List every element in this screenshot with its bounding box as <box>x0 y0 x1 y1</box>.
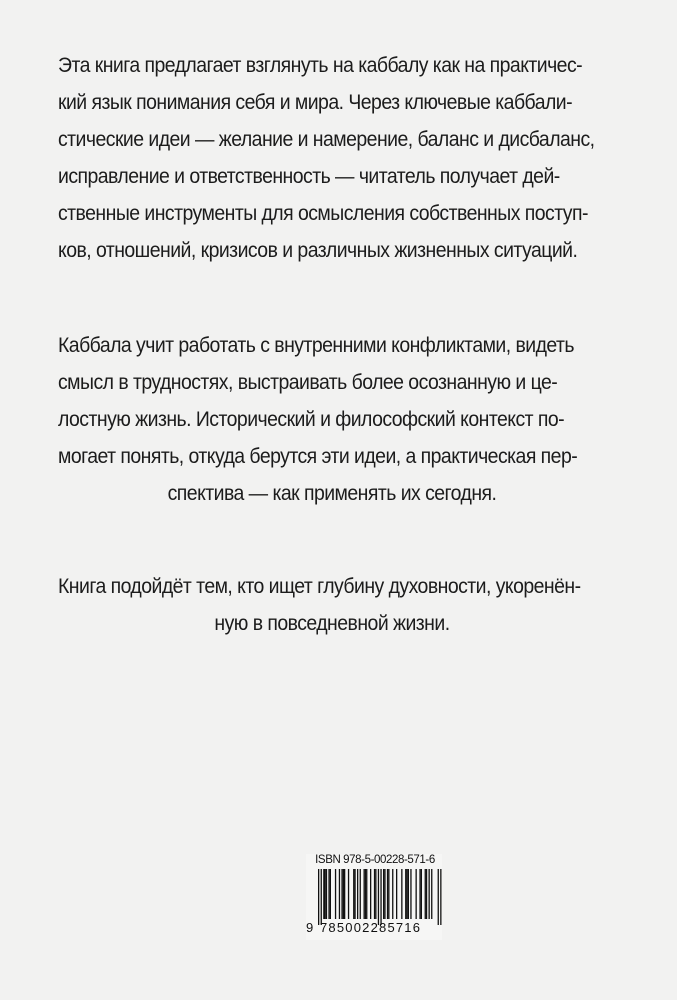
barcode-bar <box>388 869 389 919</box>
barcode-bar <box>392 869 393 919</box>
barcode-bar <box>419 869 420 919</box>
barcode-bar <box>365 869 366 919</box>
barcode-guard-bar <box>321 869 322 925</box>
paragraph-line: Эта книга предлагает взглянуть на каббалу как на практичес- <box>58 53 583 77</box>
description-paragraph-2 <box>58 327 606 512</box>
description-paragraph-3 <box>58 568 606 642</box>
barcode-bars <box>306 869 442 927</box>
barcode-guard-bar <box>438 869 439 925</box>
barcode-bar <box>326 869 327 919</box>
barcode-bar <box>353 869 354 919</box>
barcode-bar <box>339 869 340 919</box>
barcode-bar <box>405 869 406 919</box>
barcode-bar <box>348 869 349 919</box>
barcode-guard-bar <box>318 869 319 925</box>
barcode-bar <box>328 869 329 919</box>
ean-first-digit: 9 <box>306 920 314 935</box>
barcode-bar <box>343 869 344 919</box>
barcode-bar <box>383 869 384 919</box>
barcode-guard-bar <box>378 869 379 925</box>
barcode-bar <box>429 869 430 919</box>
barcode-bar <box>416 869 417 919</box>
barcode-bar <box>387 869 388 919</box>
barcode-bar <box>330 869 331 919</box>
barcode-bar <box>323 869 324 919</box>
barcode-bar <box>360 869 361 919</box>
paragraph-line: исправление и ответственность — читатель получает дей- <box>58 164 560 188</box>
paragraph-line: лостную жизнь. Исторический и философский контекст по- <box>58 407 565 431</box>
paragraph-line: ственные инструменты для осмысления собственных поступ- <box>58 201 588 225</box>
description-paragraph-1 <box>58 47 606 269</box>
ean-digits: 785002285716 <box>320 920 422 935</box>
barcode-bar <box>396 869 397 919</box>
barcode-bar <box>375 869 376 919</box>
barcode-bar <box>364 869 365 919</box>
isbn-label: ISBN 978-5-00228-571-6 <box>315 854 435 866</box>
isbn-barcode <box>306 854 442 940</box>
barcode-bar <box>335 869 336 919</box>
barcode-bar <box>344 869 345 919</box>
paragraph-line: стические идеи — желание и намерение, баланс и дисбаланс, <box>58 127 595 151</box>
barcode-guard-bar <box>440 869 441 925</box>
barcode-bar <box>357 869 358 919</box>
barcode-bar <box>426 869 427 919</box>
paragraph-line: спектива — как применять их сегодня. <box>167 481 497 505</box>
paragraph-line: Книга подойдёт тем, кто ищет глубину духовности, укоренён- <box>58 574 581 598</box>
barcode-bar <box>421 869 422 919</box>
barcode-bar <box>425 869 426 919</box>
barcode-bar <box>384 869 385 919</box>
barcode-bar <box>325 869 326 919</box>
paragraph-line: кий язык понимания себя и мира. Через ключевые каббали- <box>58 90 573 114</box>
paragraph-line: Каббала учит работать с внутренними конфликтами, видеть <box>58 333 575 357</box>
paragraph-line: могает понять, откуда берутся эти идеи, а практическая пер- <box>58 444 578 468</box>
paragraph-line: смысл в трудностях, выстраивать более осознанную и це- <box>58 370 558 394</box>
barcode-bar <box>410 869 411 919</box>
barcode-guard-bar <box>380 869 381 925</box>
barcode-bar <box>406 869 407 919</box>
barcode-bar <box>408 869 409 919</box>
barcode-bar <box>354 869 355 919</box>
barcode-bar <box>341 869 342 919</box>
paragraph-line: ков, отношений, кризисов и различных жизненных ситуаций. <box>58 238 578 262</box>
barcode-bar <box>366 869 367 919</box>
barcode-bar <box>374 869 375 919</box>
paragraph-line: ную в повседневной жизни. <box>214 611 450 635</box>
barcode-bar <box>431 869 432 919</box>
barcode-bar <box>401 869 402 919</box>
barcode-bar <box>370 869 371 919</box>
